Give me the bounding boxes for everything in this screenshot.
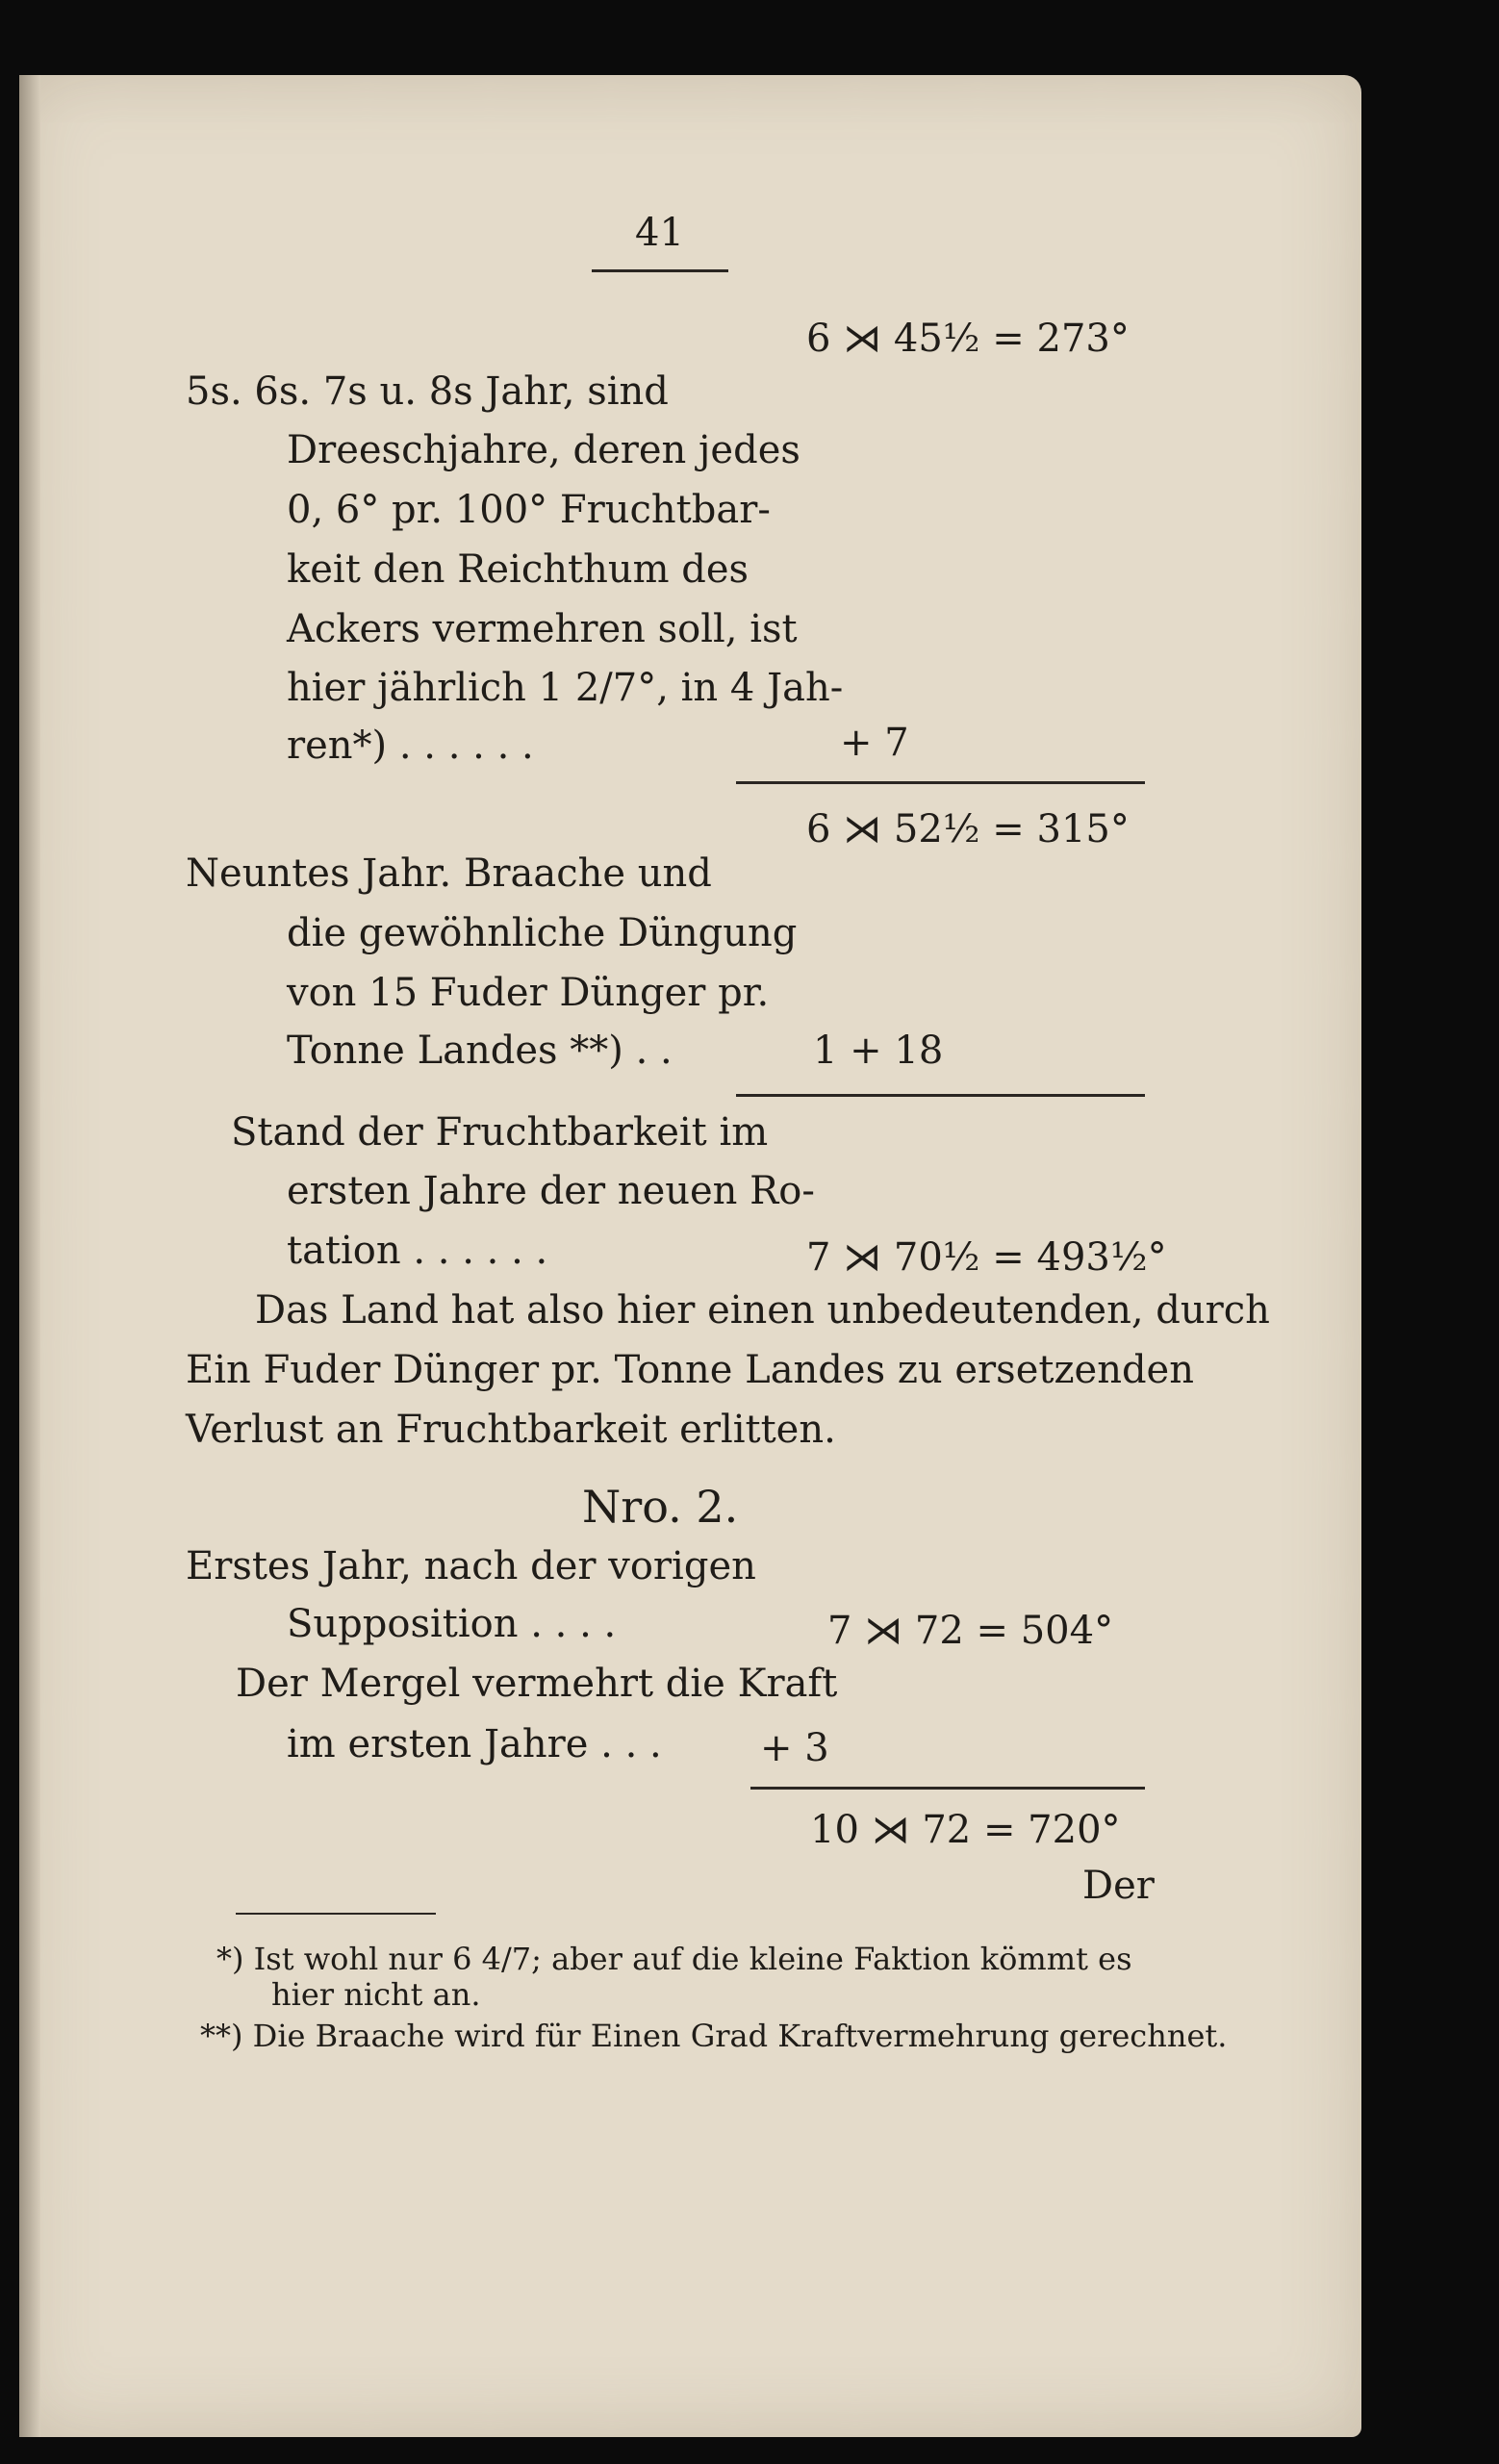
block1-line-7: ren*) . . . . . . xyxy=(287,724,534,768)
paragraph-line-2: Ein Fuder Dünger pr. Tonne Landes zu ersetzenden xyxy=(186,1348,1194,1392)
calc-top: 6 ⋊ 45½ = 273° xyxy=(806,317,1130,361)
footnote-1-cont: hier nicht an. xyxy=(271,1976,481,2013)
block2-sum-rule xyxy=(736,1094,1145,1097)
block3-line-2: ersten Jahre der neuen Ro- xyxy=(287,1169,815,1213)
block4-line-2: Supposition . . . . xyxy=(287,1602,617,1646)
paragraph-line-3: Verlust an Fruchtbarkeit erlitten. xyxy=(186,1408,836,1452)
block4-calc: 7 ⋊ 72 = 504° xyxy=(827,1609,1114,1653)
footnote-rule xyxy=(236,1913,436,1915)
block2-addend: 1 + 18 xyxy=(813,1029,944,1073)
block1-line-5: Ackers vermehren soll, ist xyxy=(287,607,798,651)
block1-line-1: 5s. 6s. 7s u. 8s Jahr, sind xyxy=(186,369,669,414)
block3-line-3: tation . . . . . . xyxy=(287,1229,548,1273)
block1-line-6: hier jährlich 1 2/7°, in 4 Jah- xyxy=(287,666,844,710)
block4-line-1: Erstes Jahr, nach der vorigen xyxy=(186,1544,756,1588)
block5-sum-rule xyxy=(750,1787,1145,1790)
block3-result: 7 ⋊ 70½ = 493½° xyxy=(806,1235,1167,1280)
block1-line-2: Dreeschjahre, deren jedes xyxy=(287,428,800,472)
section-heading: Nro. 2. xyxy=(582,1481,739,1533)
block5-line-1: Der Mergel vermehrt die Kraft xyxy=(236,1662,838,1706)
block1-sum-rule xyxy=(736,781,1145,784)
block2-line-4: Tonne Landes **) . . xyxy=(287,1029,673,1073)
page-number-rule xyxy=(592,269,728,272)
block1-addend: + 7 xyxy=(840,721,909,765)
block3-line-1: Stand der Fruchtbarkeit im xyxy=(231,1110,769,1155)
catchword: Der xyxy=(1082,1864,1155,1908)
page-edge xyxy=(19,75,40,2437)
footnote-2: **) Die Braache wird für Einen Grad Kraftvermehrung gerechnet. xyxy=(200,2018,1228,2054)
footnote-1: *) Ist wohl nur 6 4/7; aber auf die kleine Faktion kömmt es xyxy=(216,1941,1132,1977)
paragraph-line-1: Das Land hat also hier einen unbedeutenden, durch xyxy=(255,1288,1270,1333)
block1-line-4: keit den Reichthum des xyxy=(287,547,750,592)
block5-addend: + 3 xyxy=(760,1726,829,1770)
block1-line-3: 0, 6° pr. 100° Fruchtbar- xyxy=(287,488,771,532)
block2-line-1: Neuntes Jahr. Braache und xyxy=(186,851,712,896)
block5-line-2: im ersten Jahre . . . xyxy=(287,1722,662,1766)
page-number: 41 xyxy=(635,211,684,255)
block5-result: 10 ⋊ 72 = 720° xyxy=(810,1808,1121,1852)
block2-line-3: von 15 Fuder Dünger pr. xyxy=(287,971,770,1015)
block2-line-2: die gewöhnliche Düngung xyxy=(287,911,798,955)
block1-result: 6 ⋊ 52½ = 315° xyxy=(806,807,1130,851)
